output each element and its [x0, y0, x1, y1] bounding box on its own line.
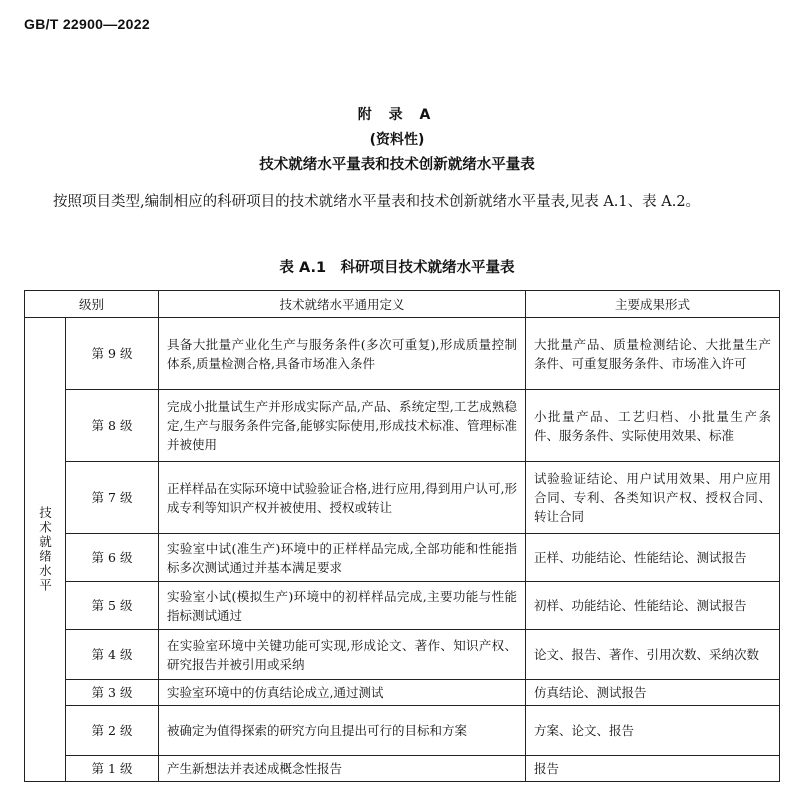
results-cell: 报告	[526, 756, 780, 782]
results-cell: 论文、报告、著作、引用次数、采纳次数	[526, 630, 780, 680]
results-cell: 试验验证结论、用户试用效果、用户应用合同、专利、各类知识产权、授权合同、转让合同	[526, 462, 780, 534]
definition-cell: 实验室中试(准生产)环境中的正样样品完成,全部功能和性能指标多次测试通过并基本满足要求	[159, 534, 526, 582]
definition-cell: 被确定为值得探索的研究方向且提出可行的目标和方案	[159, 706, 526, 756]
trl-table	[24, 290, 780, 782]
table-row	[25, 390, 780, 462]
intro-paragraph: 按照项目类型,编制相应的科研项目的技术就绪水平量表和技术创新就绪水平量表,见表 A.1、表 A.2。	[53, 194, 701, 210]
annex-title: 附 录 A	[357, 107, 437, 123]
header-results: 主要成果形式	[526, 291, 780, 318]
header-level: 级别	[25, 291, 159, 318]
table-row	[25, 462, 780, 534]
results-cell: 初样、功能结论、性能结论、测试报告	[526, 582, 780, 630]
table-row	[25, 756, 780, 782]
definition-cell: 完成小批量试生产并形成实际产品,产品、系统定型,工艺成熟稳定,生产与服务条件完备,能够实际使用,形成技术标准、管理标准并被使用	[159, 390, 526, 462]
results-cell: 方案、论文、报告	[526, 706, 780, 756]
results-cell: 小批量产品、工艺归档、小批量生产条件、服务条件、实际使用效果、标准	[526, 390, 780, 462]
annex-heading: 技术就绪水平量表和技术创新就绪水平量表	[259, 157, 535, 173]
level-cell: 第 3 级	[66, 680, 159, 706]
level-cell: 第 2 级	[66, 706, 159, 756]
annex-nature: (资料性)	[369, 132, 425, 148]
table-header-row	[25, 291, 780, 318]
definition-cell: 产生新想法并表述成概念性报告	[159, 756, 526, 782]
results-cell: 正样、功能结论、性能结论、测试报告	[526, 534, 780, 582]
definition-cell: 在实验室环境中关键功能可实现,形成论文、著作、知识产权、研究报告并被引用或采纳	[159, 630, 526, 680]
header-definition: 技术就绪水平通用定义	[159, 291, 526, 318]
definition-cell: 实验室小试(模拟生产)环境中的初样样品完成,主要功能与性能指标测试通过	[159, 582, 526, 630]
table-row	[25, 318, 780, 390]
level-cell: 第 1 级	[66, 756, 159, 782]
definition-cell: 具备大批量产业化生产与服务条件(多次可重复),形成质量控制体系,质量检测合格,具备市场准入条件	[159, 318, 526, 390]
results-cell: 大批量产品、质量检测结论、大批量生产条件、可重复服务条件、市场准入许可	[526, 318, 780, 390]
table-body	[25, 318, 780, 782]
table-row	[25, 630, 780, 680]
results-cell: 仿真结论、测试报告	[526, 680, 780, 706]
table-row	[25, 706, 780, 756]
category-cell: 技术就绪水平	[25, 318, 66, 782]
standard-code: GB/T 22900—2022	[24, 16, 150, 32]
level-cell: 第 6 级	[66, 534, 159, 582]
definition-cell: 实验室环境中的仿真结论成立,通过测试	[159, 680, 526, 706]
definition-cell: 正样样品在实际环境中试验验证合格,进行应用,得到用户认可,形成专利等知识产权并被使用、授权或转让	[159, 462, 526, 534]
table-caption: 表 A.1 科研项目技术就绪水平量表	[279, 260, 515, 276]
table-row	[25, 680, 780, 706]
level-cell: 第 4 级	[66, 630, 159, 680]
level-cell: 第 7 级	[66, 462, 159, 534]
level-cell: 第 5 级	[66, 582, 159, 630]
table-row	[25, 582, 780, 630]
table-row	[25, 534, 780, 582]
level-cell: 第 8 级	[66, 390, 159, 462]
level-cell: 第 9 级	[66, 318, 159, 390]
